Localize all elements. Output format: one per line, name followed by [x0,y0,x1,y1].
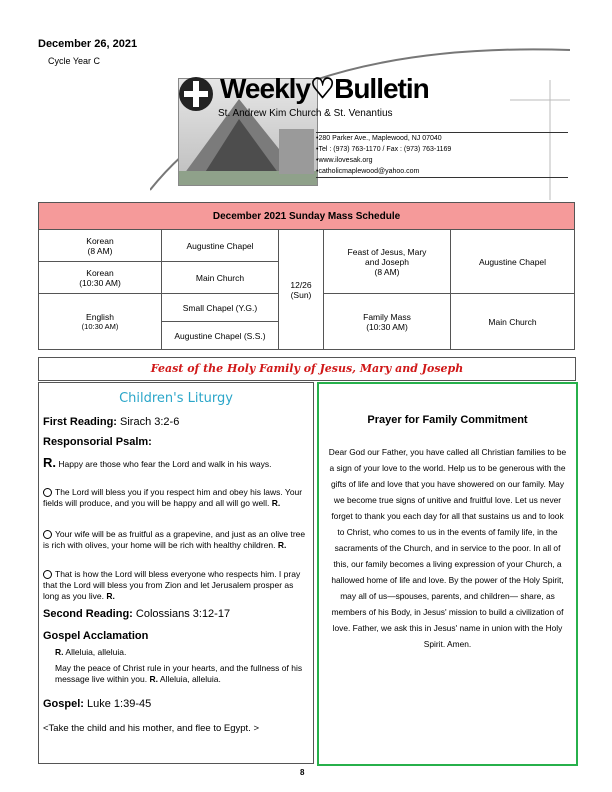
page-number: 8 [300,768,305,777]
bullet-circle-icon [43,570,52,579]
contact-email[interactable]: •catholicmaplewood@yahoo.com [316,168,420,175]
gospel-note: <Take the child and his mother, and flee to Egypt. > [43,723,259,734]
psalm-verse-3: That is how the Lord will bless everyone who respects him. I pray that the Lord will bless you from Zion and let Jerusalem prosper as long as you live. R. [43,569,301,601]
prayer-box [317,382,578,766]
childrens-liturgy-title: Children's Liturgy [119,391,233,406]
cross-logo-icon [178,76,214,112]
contact-address: •280 Parker Ave., Maplewood, NJ 07040 [316,135,442,142]
psalm-verse-2: Your wife will be as fruitful as a grapevine, and just as an olive tree is rich with olives, your home will be rich with healthy children. R. [43,529,306,550]
family-mass-cell: Family Mass (10:30 AM) [324,294,451,350]
augustine-ss-cell: Augustine Chapel (S.S.) [162,322,279,350]
schedule-title: December 2021 Sunday Mass Schedule [39,203,575,230]
main-church-cell: Main Church [162,262,279,294]
english-cell: English (10:30 AM) [39,294,162,350]
right-location-1: Augustine Chapel [451,230,575,294]
gospel-acclamation-label: Gospel Acclamation [43,630,149,642]
cycle-year: Cycle Year C [48,56,101,66]
mass-schedule-table [38,202,575,350]
korean-1030-cell: Korean (10:30 AM) [39,262,162,294]
first-reading: First Reading: Sirach 3:2-6 [43,416,180,428]
feast-cell: Feast of Jesus, Mary and Joseph (8 AM) [324,230,451,294]
feast-banner: Feast of the Holy Family of Jesus, Mary and Joseph [38,357,576,381]
gospel: Gospel: Luke 1:39-45 [43,698,152,710]
acclamation-text: May the peace of Christ rule in your hearts, and the fullness of his message live within you. R. Alleluia, alleluia. [55,663,303,684]
bullet-circle-icon [43,530,52,539]
psalm-refrain: R. Happy are those who fear the Lord and walk in his ways. [43,455,272,470]
small-chapel-cell: Small Chapel (Y.G.) [162,294,279,322]
prayer-body: Dear God our Father, you have called all Christian families to be a sign of your love to the world. Help us to be generous with the gifts of life and love that you have showered on our family. May we become true signs of unitive and fruitful love. Let us never forget to thank you each day for all that sustains us and to look to Christ, who comes to us in the events of family life, in the sacraments of the Church, and in service to the poor. In all of this, our family becomes a living expression of your Church, a hallowed home of life and love. By the power of the Holy Spirit, may all of us—spouses, parents, and children— share, as members of his Body, in Jesus' mission to build a civilization of love. Father, we ask this in Jesus' name in union with the Holy Spirit. Amen. [328,447,567,649]
contact-info [316,132,568,178]
bulletin-title: Weekly♡Bulletin [220,73,429,104]
childrens-liturgy-box [38,382,314,764]
contact-website[interactable]: •www.ilovesak.org [316,157,373,164]
prayer-title: Prayer for Family Commitment [367,414,528,426]
contact-phone: •Tel : (973) 763-1170 / Fax : (973) 763-1169 [316,146,452,153]
right-location-2: Main Church [451,294,575,350]
date-cell: 12/26 (Sun) [279,230,324,350]
bullet-circle-icon [43,488,52,497]
augustine-chapel-cell: Augustine Chapel [162,230,279,262]
second-reading: Second Reading: Colossians 3:12-17 [43,608,231,620]
psalm-label: Responsorial Psalm: [43,436,152,448]
korean-8am-cell: Korean (8 AM) [39,230,162,262]
psalm-verse-1: The Lord will bless you if you respect him and obey his laws. Your fields will produce, and you will be happy and all will go well. R. [43,487,303,508]
alleluia: R. Alleluia, alleluia. [55,647,127,657]
bulletin-date: December 26, 2021 [38,38,138,50]
church-name: St. Andrew Kim Church & St. Venantius [218,108,393,119]
